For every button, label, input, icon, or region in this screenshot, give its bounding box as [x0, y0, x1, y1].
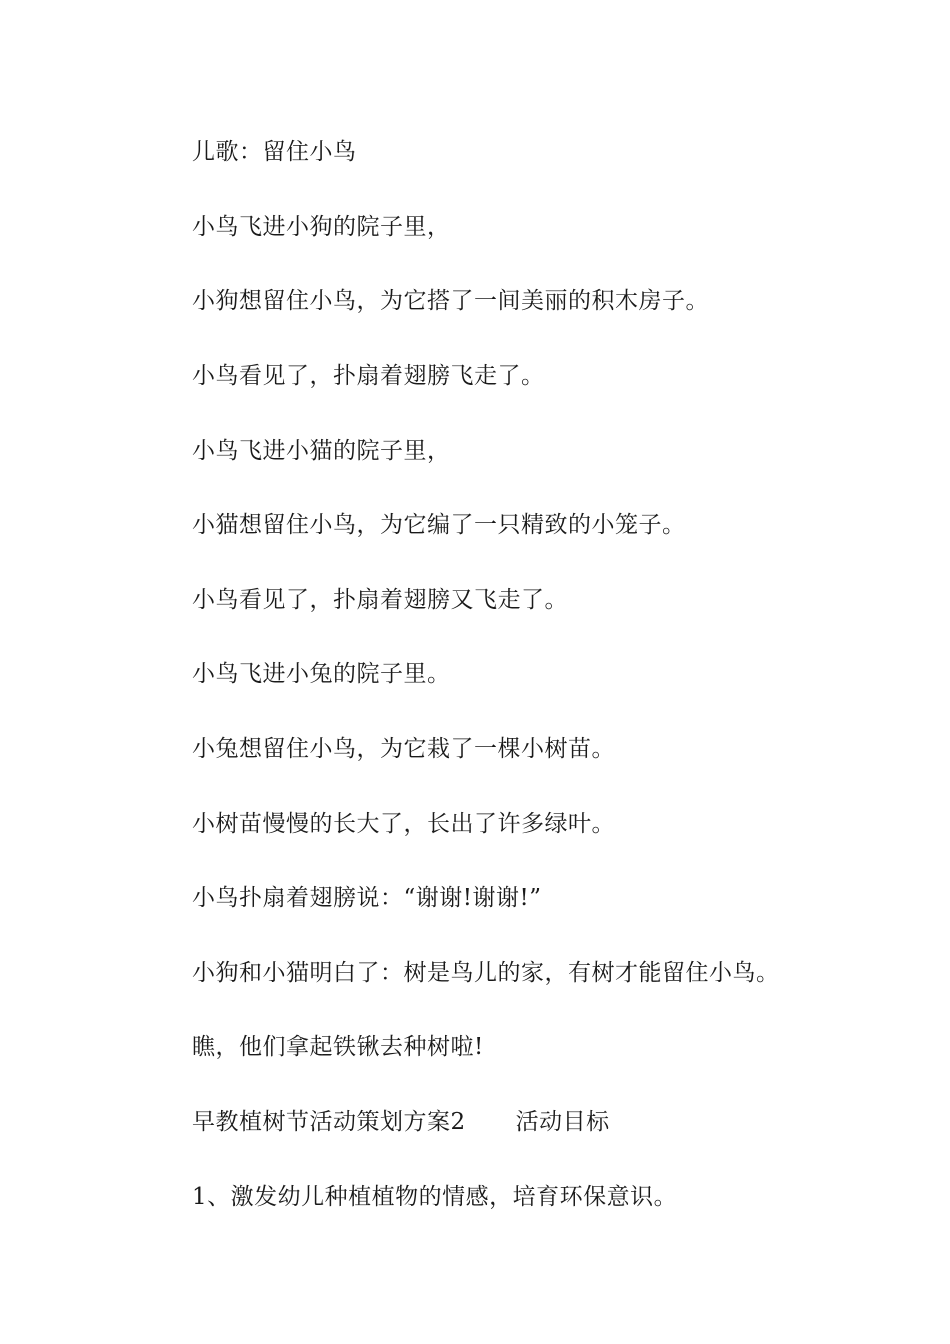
poem-line: 瞧，他们拿起铁锹去种树啦! — [192, 1034, 484, 1060]
section-label: 活动目标 — [515, 1109, 610, 1135]
section-heading — [192, 1107, 610, 1137]
goal-item: 1、激发幼儿种植植物的情感，培育环保意识。 — [192, 1184, 678, 1210]
poem-line: 小狗想留住小鸟，为它搭了一间美丽的积木房子。 — [192, 288, 709, 314]
poem-line: 小鸟飞进小兔的院子里。 — [192, 661, 451, 687]
poem-line: 小树苗慢慢的长大了，长出了许多绿叶。 — [192, 811, 615, 837]
poem-line: 小狗和小猫明白了：树是鸟儿的家，有树才能留住小鸟。 — [192, 960, 780, 986]
poem-line: 小猫想留住小鸟，为它编了一只精致的小笼子。 — [192, 512, 686, 538]
poem-line: 小鸟看见了，扑扇着翅膀飞走了。 — [192, 363, 545, 389]
poem-title: 儿歌：留住小鸟 — [192, 139, 357, 165]
plan-title: 早教植树节活动策划方案2 — [192, 1109, 466, 1135]
poem-line: 小鸟飞进小狗的院子里， — [192, 214, 451, 240]
poem-line: 小鸟扑扇着翅膀说：“谢谢!谢谢!” — [192, 885, 542, 911]
poem-line: 小鸟飞进小猫的院子里， — [192, 438, 451, 464]
poem-line: 小兔想留住小鸟，为它栽了一棵小树苗。 — [192, 736, 615, 762]
poem-line: 小鸟看见了，扑扇着翅膀又飞走了。 — [192, 587, 568, 613]
